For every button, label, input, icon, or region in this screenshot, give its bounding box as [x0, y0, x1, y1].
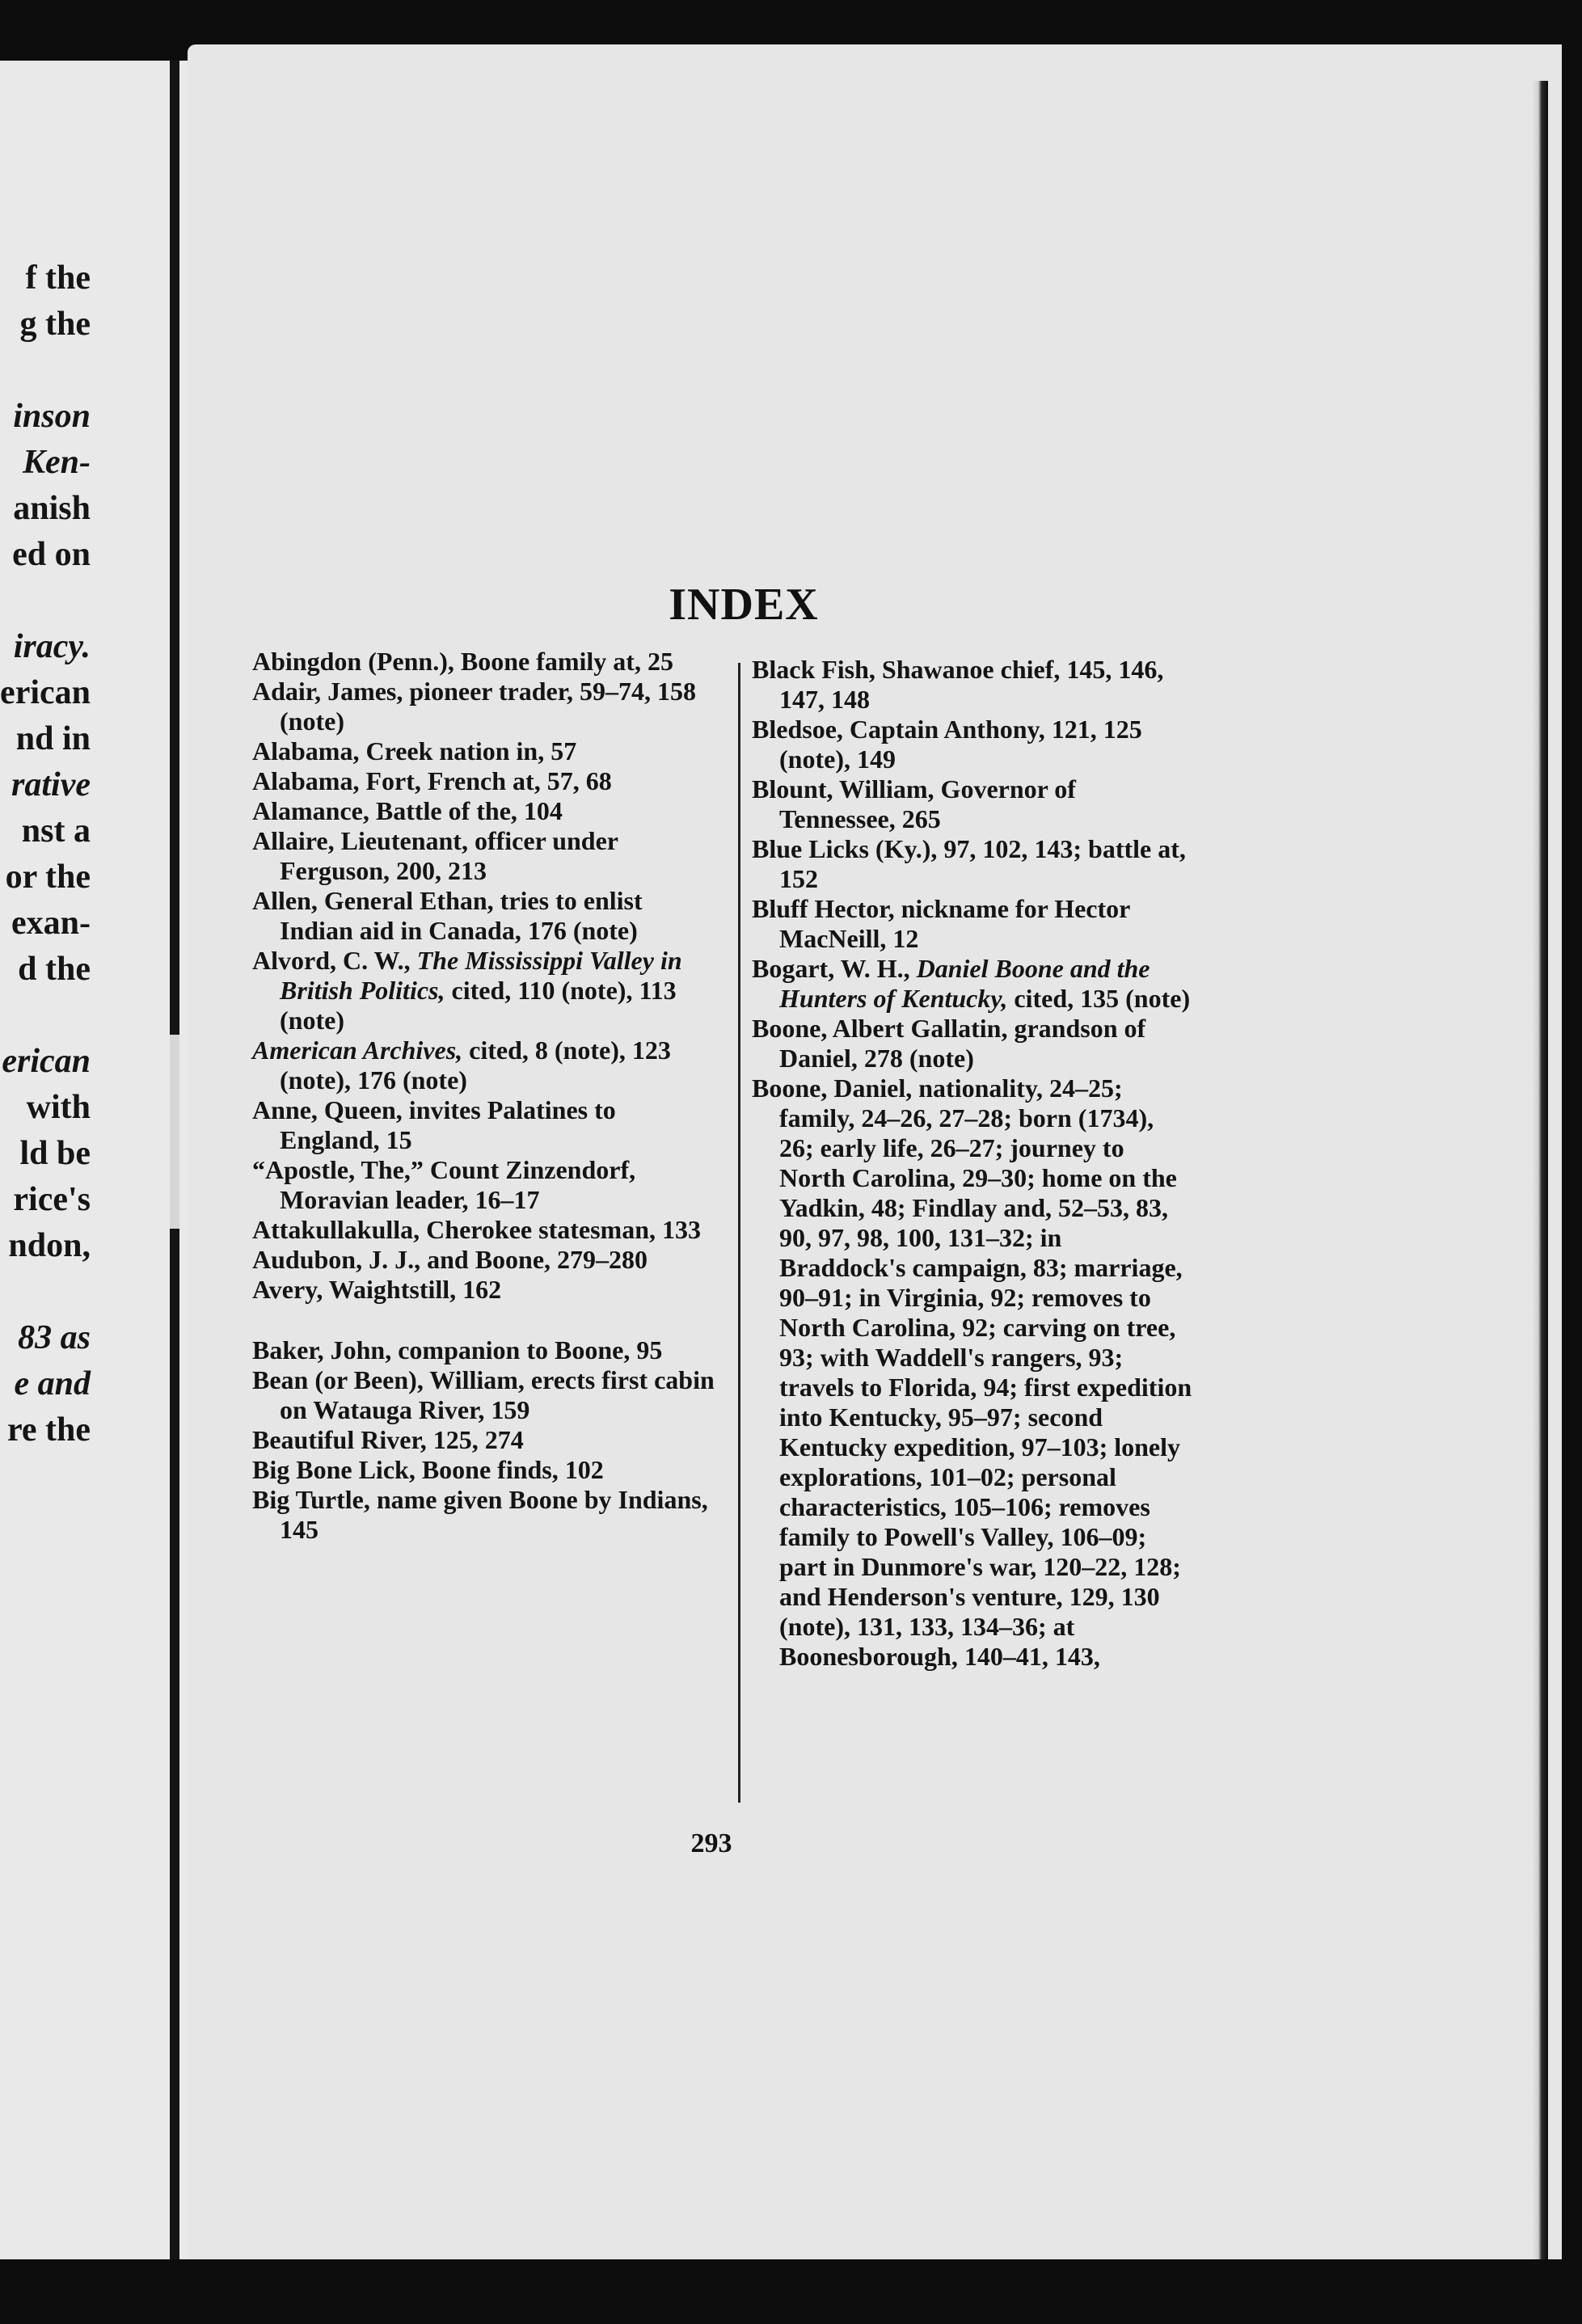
index-entry — [252, 1335, 721, 1365]
index-entry-text: Boone, Daniel, nationality, 24–25; family, 24–26, 27–28; born (1734), 26; early life, 26–27; journey to North Carolina, 29–30; home on the Yadkin, 48; Findlay and, 52–53, 83, 90, 97, 98, 100, 131–32; in Braddock's campaign, 83; marriage, 90–91; in Virginia, 92; removes to North Carolina, 92; carving on tree, 93; with Waddell's rangers, 93; travels to Florida, 94; first expedition into Kentucky, 95–97; second Kentucky expedition, 97–103; lonely explorations, 101–02; personal characteristics, 105–106; removes family to Powell's Valley, 106–09; part in Dunmore's war, 120–22, 128; and Henderson's venture, 129, 130 (note), 131, 133, 134–36; at Boonesborough, 140–41, 143, — [752, 1073, 1192, 1671]
index-entry — [252, 1155, 721, 1215]
index-entry — [752, 774, 1192, 834]
facing-page-line: inson — [13, 398, 91, 435]
index-entry-text: Attakullakulla, Cherokee statesman, 133 — [252, 1215, 701, 1244]
index-entry-title: The Mississippi Valley in British Politics, — [280, 946, 682, 1005]
index-entry — [252, 946, 721, 1035]
index-entry-text: Big Turtle, name given Boone by Indians, 145 — [252, 1485, 708, 1544]
facing-page-line: rice's — [13, 1181, 91, 1218]
index-entry-text: Alamance, Battle of the, 104 — [252, 796, 563, 825]
facing-page-line: d the — [18, 951, 91, 988]
facing-page-line — [0, 1272, 91, 1318]
index-entry-text: Adair, James, pioneer trader, 59–74, 158 (note) — [252, 677, 697, 736]
index-entry-text: Beautiful River, 125, 274 — [252, 1425, 524, 1454]
index-entry — [252, 1425, 721, 1455]
facing-page-line — [0, 581, 91, 627]
facing-page-text — [0, 259, 91, 1457]
facing-page-line: exan- — [11, 905, 91, 942]
facing-page-line: e and — [14, 1365, 91, 1402]
index-entry-text: Bluff Hector, nickname for Hector MacNeill, 12 — [752, 894, 1130, 953]
index-entry-text: Alvord, C. W., — [252, 946, 417, 975]
index-entry-text: Blue Licks (Ky.), 97, 102, 143; battle at, 152 — [752, 834, 1186, 893]
index-entry — [752, 715, 1192, 774]
index-entry-text: Alabama, Fort, French at, 57, 68 — [252, 766, 612, 795]
index-entry-text: Allaire, Lieutenant, officer under Ferguson, 200, 213 — [252, 826, 618, 885]
facing-page-line: ndon, — [8, 1227, 91, 1264]
index-entry-text: Blount, William, Governor of Tennessee, 265 — [752, 774, 1076, 833]
letter-group-gap — [252, 1305, 721, 1335]
index-entry — [252, 1095, 721, 1155]
index-column-left — [252, 647, 721, 1545]
index-entry — [252, 826, 721, 886]
facing-page-line: 83 as — [18, 1319, 91, 1356]
index-entry — [252, 677, 721, 736]
index-entry — [252, 1485, 721, 1545]
index-entry — [252, 796, 721, 826]
index-entry — [752, 1014, 1192, 1073]
column-divider — [738, 663, 740, 1803]
scan-border — [0, 2259, 1582, 2324]
index-entry — [752, 655, 1192, 715]
index-entry-text: Bogart, W. H., — [752, 954, 917, 983]
index-entry — [252, 886, 721, 946]
index-entry-text: Audubon, J. J., and Boone, 279–280 — [252, 1245, 648, 1274]
facing-page-line: nst a — [21, 812, 91, 850]
index-entry-text: Anne, Queen, invites Palatines to England, 15 — [252, 1095, 616, 1154]
index-entry-text: “Apostle, The,” Count Zinzendorf, Moravian leader, 16–17 — [252, 1155, 636, 1214]
index-entry — [252, 1455, 721, 1485]
facing-page-line — [0, 996, 91, 1042]
index-entry-title: American Archives, — [252, 1035, 463, 1065]
index-entry — [752, 954, 1192, 1014]
index-entry-text: Bledsoe, Captain Anthony, 121, 125 (note), 149 — [752, 715, 1142, 774]
index-entry-text: cited, 110 (note), 113 (note) — [280, 976, 677, 1035]
index-entry — [252, 1365, 721, 1425]
facing-page-line: f the — [25, 259, 91, 297]
facing-page-line: erican — [0, 674, 91, 711]
index-entry — [252, 766, 721, 796]
index-entry-text: Boone, Albert Gallatin, grandson of Daniel, 278 (note) — [752, 1014, 1146, 1073]
index-entry — [752, 834, 1192, 894]
page-number: 293 — [690, 1828, 732, 1858]
index-column-right — [752, 655, 1192, 1672]
facing-page-line: nd in — [15, 720, 91, 757]
facing-page-line: re the — [6, 1411, 91, 1449]
index-entry — [252, 736, 721, 766]
index-entry-title: Daniel Boone and the Hunters of Kentucky, — [779, 954, 1150, 1013]
facing-page-line: erican — [2, 1043, 91, 1080]
facing-page-line: anish — [13, 490, 91, 527]
index-entry — [252, 1275, 721, 1305]
index-entry — [252, 1035, 721, 1095]
index-entry — [252, 647, 721, 677]
facing-page-line: Ken- — [23, 444, 91, 481]
facing-page-line — [0, 351, 91, 397]
facing-page-line: or the — [5, 858, 91, 896]
facing-page-line: g the — [19, 306, 91, 343]
index-entry-text: Bean (or Been), William, erects first cabin on Watauga River, 159 — [252, 1365, 715, 1424]
facing-page-line: ed on — [12, 536, 91, 573]
index-entry-text: cited, 135 (note) — [1007, 984, 1191, 1013]
facing-page-line: iracy. — [13, 628, 91, 665]
page-edge — [1532, 81, 1548, 2263]
index-entry — [752, 894, 1192, 954]
index-entry-text: Abingdon (Penn.), Boone family at, 25 — [252, 647, 673, 676]
index-entry — [752, 1073, 1192, 1672]
facing-page-line: with — [26, 1089, 91, 1126]
index-entry-text: Big Bone Lick, Boone finds, 102 — [252, 1455, 604, 1484]
page-title: INDEX — [669, 580, 819, 630]
index-entry-text: Baker, John, companion to Boone, 95 — [252, 1335, 663, 1364]
index-entry-text: cited, 8 (note), 123 (note), 176 (note) — [280, 1035, 671, 1095]
gutter-gap — [170, 1035, 179, 1229]
index-entry-text: Avery, Waightstill, 162 — [252, 1275, 502, 1304]
index-entry — [252, 1215, 721, 1245]
index-entry-text: Alabama, Creek nation in, 57 — [252, 736, 577, 766]
index-entry-text: Black Fish, Shawanoe chief, 145, 146, 147, 148 — [752, 655, 1164, 714]
facing-page-line: rative — [11, 766, 91, 803]
index-entry — [252, 1245, 721, 1275]
index-entry-text: Allen, General Ethan, tries to enlist Indian aid in Canada, 176 (note) — [252, 886, 643, 945]
facing-page-line: ld be — [19, 1135, 91, 1172]
facing-page — [0, 61, 188, 2259]
